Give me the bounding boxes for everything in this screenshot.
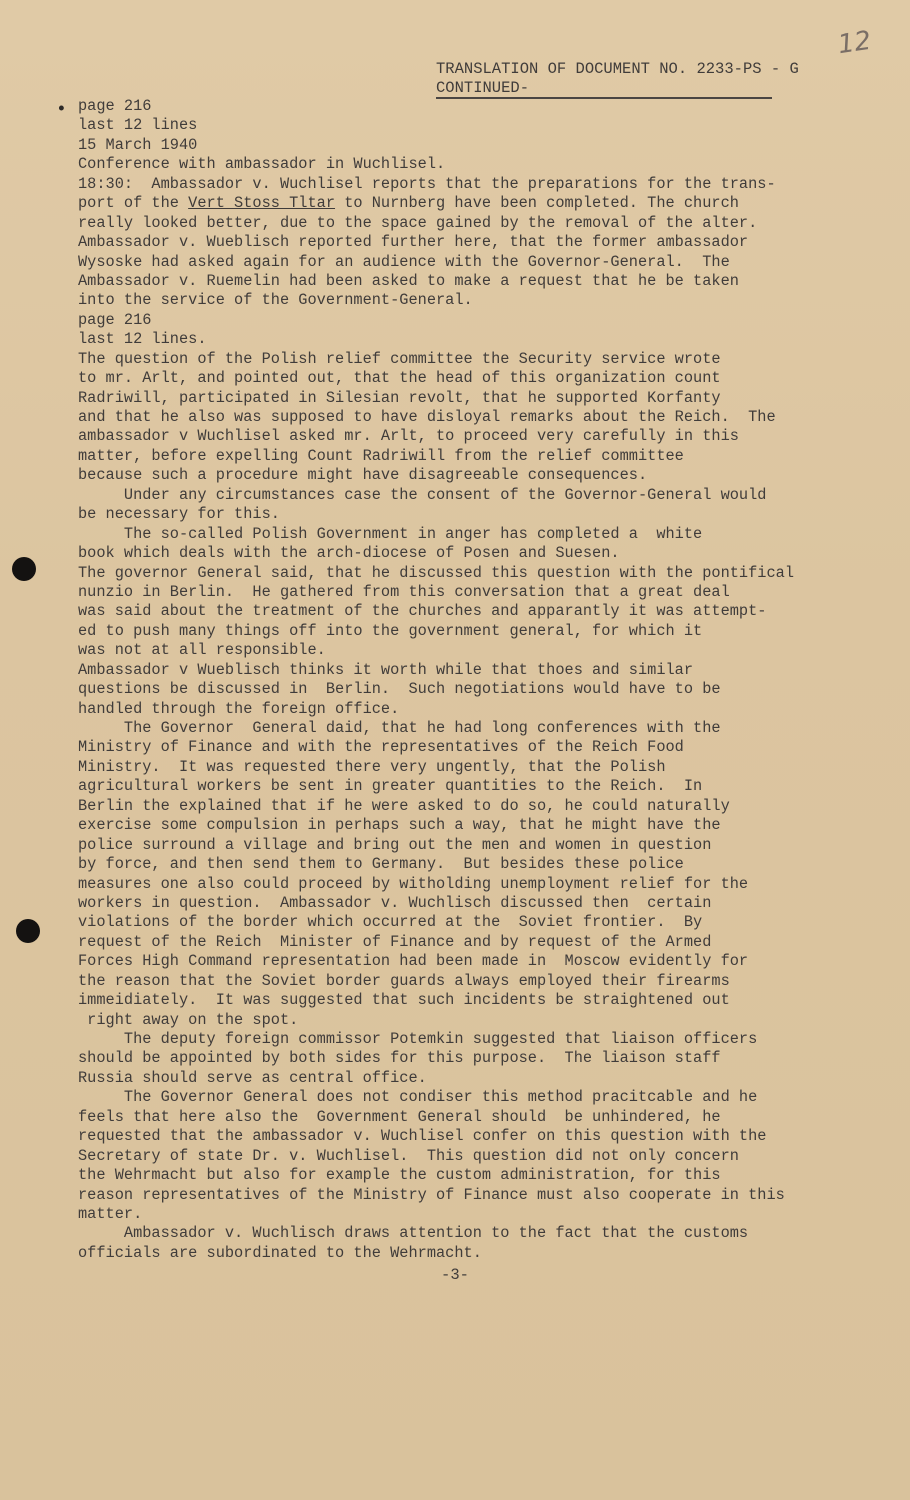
underlined-phrase: Vert Stoss Tltar [188, 194, 336, 213]
body-line: ed to push many things off into the government general, for which it [78, 621, 703, 640]
body-line: The Governor General daid, that he had long conferences with the [78, 719, 721, 737]
body-line: request of the Reich Minister of Finance and by request of the Armed [78, 932, 712, 951]
body-line: The so-called Polish Government in anger has completed a white [78, 524, 703, 543]
punch-hole-top [12, 557, 36, 581]
body-line: because such a procedure might have disagreeable consequences. [78, 466, 648, 485]
body-line: nunzio in Berlin. He gathered from this conversation that a great deal [78, 582, 730, 601]
document-header [436, 60, 799, 98]
body-line: The Governor General does not condiser this method pracitcable and he [78, 1088, 758, 1107]
body-line: immeidiately. It was suggested that such incidents be straightened out [78, 991, 730, 1010]
body-line: reason representatives of the Ministry of Finance must also cooperate in this [78, 1185, 785, 1204]
body-line: by force, and then send them to Germany. But besides these police [78, 855, 684, 874]
body-line: officials are subordinated to the Wehrmacht. [78, 1243, 482, 1262]
body-line: Ministry of Finance and with the representatives of the Reich Food [78, 738, 684, 757]
body-line: Ambassador v. Wueblisch reported further here, that the former ambassador [78, 233, 749, 252]
body-line: was said about the treatment of the churches and apparantly it was attempt- [78, 602, 767, 621]
body-line: Ministry. It was requested there very ungently, that the Polish [78, 757, 666, 776]
body-line: should be appointed by both sides for this purpose. The liaison staff [78, 1049, 721, 1068]
body-line: The deputy foreign commissor Potemkin suggested that liaison officers [78, 1030, 758, 1048]
body-line: Secretary of state Dr. v. Wuchlisel. This question did not only concern [78, 1146, 739, 1165]
body-line: Forces High Command representation had been made in Moscow evidently for [78, 952, 749, 971]
body-line: workers in question. Ambassador v. Wuchlisch discussed then certain [78, 893, 712, 912]
body-line: requested that the ambassador v. Wuchlisel confer on this question with the [78, 1127, 767, 1146]
margin-bullet-mark: • [56, 100, 67, 120]
body-line: Ambassador v. Ruemelin had been asked to make a request that he be taken [78, 271, 739, 290]
body-line: police surround a village and bring out the men and women in question [78, 835, 712, 854]
body-line: right away on the spot. [78, 1010, 299, 1029]
body-line: really looked better, due to the space gained by the removal of the alter. [78, 213, 758, 232]
body-line: be necessary for this. [78, 505, 280, 524]
body-line: agricultural workers be sent in greater quantities to the Reich. In [78, 777, 703, 796]
body-line: Berlin the explained that if he were asked to do so, he could naturally [78, 796, 730, 815]
header-continued: CONTINUED- [436, 79, 530, 97]
body-line: feels that here also the Government General should be unhindered, he [78, 1107, 721, 1126]
body-line: last 12 lines [78, 116, 198, 135]
body-line: 18:30: Ambassador v. Wuchlisel reports that the preparations for the trans- [78, 174, 776, 193]
punch-hole-bottom [16, 919, 40, 943]
body-line: measures one also could proceed by witholding unemployment relief for the [78, 874, 749, 893]
body-line [78, 194, 838, 213]
body-line: book which deals with the arch-diocese of Posen and Suesen. [78, 544, 620, 563]
body-line: Ambassador v. Wuchlisch draws attention to the fact that the customs [78, 1224, 749, 1243]
body-line: The question of the Polish relief committee the Security service wrote [78, 349, 721, 368]
body-line: Wysoske had asked again for an audience with the Governor-General. The [78, 252, 730, 271]
body-line: Ambassador v Wueblisch thinks it worth while that thoes and similar [78, 660, 694, 679]
body-line: 15 March 1940 [78, 135, 198, 154]
body-line: questions be discussed in Berlin. Such negotiations would have to be [78, 680, 721, 699]
body-line: The governor General said, that he discussed this question with the pontifical [78, 563, 795, 582]
body-line: to mr. Arlt, and pointed out, that the head of this organization count [78, 369, 721, 388]
body-line: into the service of the Government-General. [78, 291, 473, 310]
body-line: Under any circumstances case the consent of the Governor-General would [78, 485, 767, 504]
line-segment: port of the [78, 194, 189, 213]
body-line: last 12 lines. [78, 330, 207, 349]
body-line: the Wehrmacht but also for example the custom administration, for this [78, 1166, 721, 1185]
body-line: Conference with ambassador in Wuchlisel. [78, 155, 446, 174]
body-line: page 216 [78, 310, 152, 329]
corner-page-number: 12 [836, 25, 874, 61]
body-line: ambassador v Wuchlisel asked mr. Arlt, to proceed very carefully in this [78, 427, 739, 446]
body-line: Radriwill, participated in Silesian revolt, that he supported Korfanty [78, 388, 721, 407]
line-segment: to Nurnberg have been completed. The church [335, 194, 739, 213]
body-line: page 216 [78, 97, 152, 115]
body-line: and that he also was supposed to have disloyal remarks about the Reich. The [78, 408, 776, 426]
document-body [78, 97, 838, 1263]
body-line: matter, before expelling Count Radriwill from the relief committee [78, 446, 684, 465]
body-line: handled through the foreign office. [78, 699, 400, 718]
page-number: -3- [441, 1266, 469, 1284]
body-line: matter. [78, 1204, 143, 1223]
body-line: exercise some compulsion in perhaps such a way, that he might have the [78, 816, 721, 835]
body-line: violations of the border which occurred at the Soviet frontier. By [78, 913, 703, 932]
body-line: Russia should serve as central office. [78, 1068, 427, 1087]
header-title: TRANSLATION OF DOCUMENT NO. 2233-PS - G [436, 60, 799, 78]
body-line: was not at all responsible. [78, 641, 326, 660]
body-line: the reason that the Soviet border guards always employed their firearms [78, 971, 730, 990]
